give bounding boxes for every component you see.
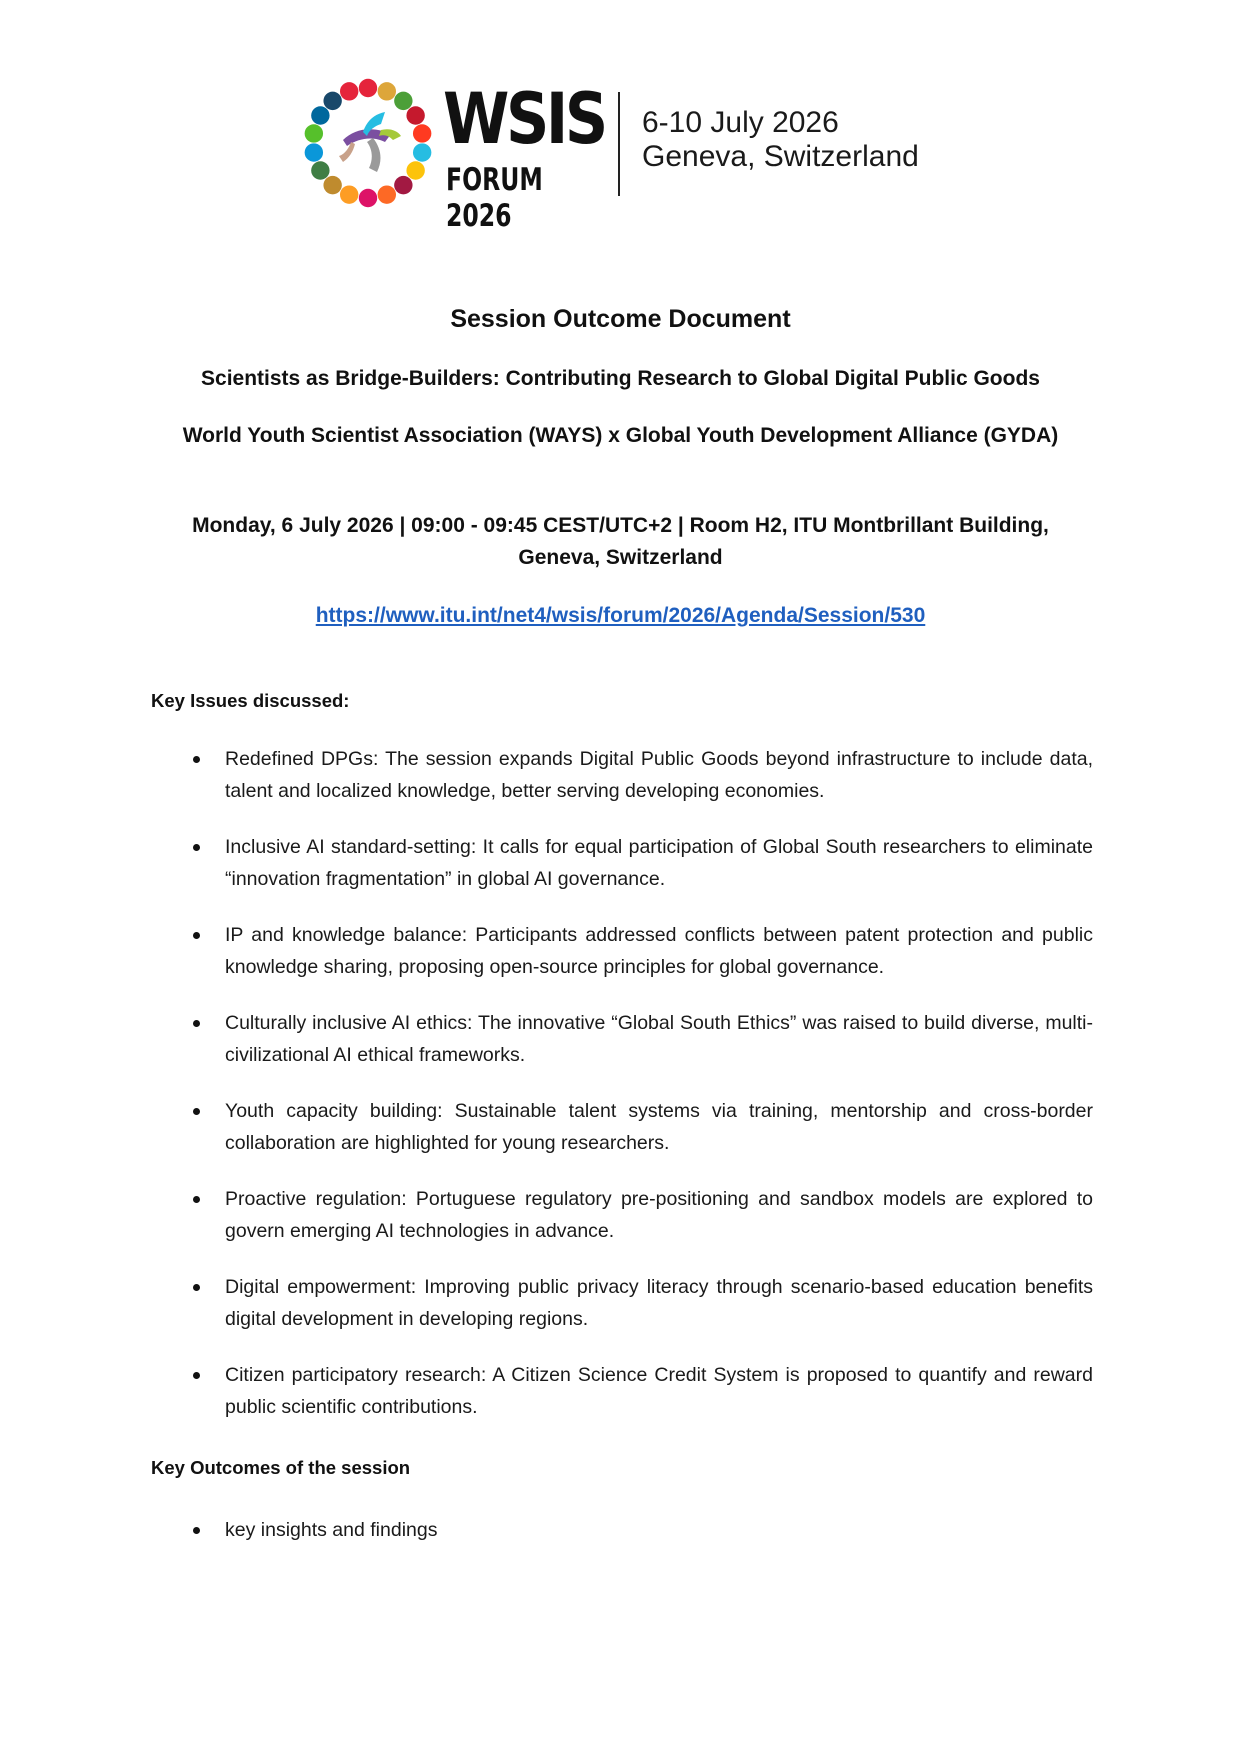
list-item — [151, 1271, 1093, 1335]
list-item-text: Proactive regulation: Portuguese regulatory pre-positioning and sandbox models are explored to govern emerging AI technologies in advance. — [225, 1188, 1093, 1242]
logo-forum-year: FORUM 2026 — [446, 162, 543, 234]
key-outcomes-list — [151, 1514, 1093, 1570]
list-item — [151, 1007, 1093, 1071]
event-location: Geneva, Switzerland — [642, 140, 919, 173]
logo-ring-segment — [413, 143, 431, 161]
session-organizers: World Youth Scientist Association (WAYS) x Global Youth Development Alliance (GYDA) — [182, 424, 1059, 447]
logo-ring-segment — [305, 143, 323, 161]
session-link[interactable]: https://www.itu.int/net4/wsis/forum/2026/Agenda/Session/530 — [315, 604, 926, 627]
logo-ring-segment — [378, 82, 396, 100]
list-item — [151, 1359, 1093, 1423]
document-title: Session Outcome Document — [450, 305, 791, 333]
list-item — [151, 1183, 1093, 1247]
logo-ring-segment — [413, 124, 431, 142]
bullet-icon — [193, 1284, 200, 1291]
key-outcomes-heading: Key Outcomes of the session — [151, 1457, 411, 1478]
key-issues-heading: Key Issues discussed: — [151, 690, 350, 711]
bullet-icon — [193, 756, 200, 763]
list-item-text: key insights and findings — [225, 1519, 438, 1541]
logo-ring-segment — [406, 106, 424, 124]
logo-ring-segment — [394, 176, 412, 194]
key-issues-list — [151, 743, 1093, 1447]
logo-ring-segment — [406, 161, 424, 179]
list-item-text: IP and knowledge balance: Participants addressed conflicts between patent protection and public knowledge sharing, proposing open-source principles for global governance. — [225, 924, 1093, 978]
session-datetime-location: Monday, 6 July 2026 | 09:00 - 09:45 CEST/UTC+2 | Room H2, ITU Montbrillant Building, Geneva, Switzerland — [192, 514, 1049, 569]
list-item-text: Redefined DPGs: The session expands Digital Public Goods beyond infrastructure to include data, talent and localized knowledge, better serving developing economies. — [225, 748, 1093, 802]
list-item — [151, 831, 1093, 895]
logo-ring-segment — [378, 185, 396, 203]
list-item — [151, 1095, 1093, 1159]
logo-ring-segment — [340, 82, 358, 100]
logo-ring-segment — [323, 92, 341, 110]
header-divider — [618, 92, 620, 196]
bullet-icon — [193, 1527, 200, 1534]
logo-ring-segment — [359, 189, 377, 207]
event-dates: 6-10 July 2026 — [642, 106, 839, 139]
bullet-icon — [193, 1108, 200, 1115]
logo-ring-segment — [311, 106, 329, 124]
bullet-icon — [193, 844, 200, 851]
list-item-text: Digital empowerment: Improving public privacy literacy through scenario-based education benefits digital development in developing regions. — [225, 1276, 1093, 1330]
bullet-icon — [193, 932, 200, 939]
logo-ring-segment — [311, 161, 329, 179]
list-item-text: Culturally inclusive AI ethics: The innovative “Global South Ethics” was raised to build diverse, multi-civilizational AI ethical frameworks. — [225, 1012, 1093, 1066]
logo-ring-segment — [340, 185, 358, 203]
list-item-text: Citizen participatory research: A Citizen Science Credit System is proposed to quantify and reward public scientific contributions. — [225, 1364, 1093, 1418]
logo-wordmark: WSIS — [443, 78, 605, 160]
list-item — [151, 919, 1093, 983]
event-header — [303, 78, 943, 234]
list-item-text: Youth capacity building: Sustainable talent systems via training, mentorship and cross-border collaboration are highlighted for young researchers. — [225, 1100, 1093, 1154]
list-item — [151, 1514, 1093, 1546]
logo-ring-segment — [305, 124, 323, 142]
bullet-icon — [193, 1020, 200, 1027]
list-item — [151, 743, 1093, 807]
wsis-logo-icon — [303, 78, 433, 208]
list-item-text: Inclusive AI standard-setting: It calls for equal participation of Global South researchers to eliminate “innovation fragmentation” in global AI governance. — [225, 836, 1093, 890]
session-link-container — [150, 601, 1091, 631]
logo-ring-segment — [323, 176, 341, 194]
session-title: Scientists as Bridge-Builders: Contributing Research to Global Digital Public Goods — [201, 367, 1040, 390]
logo-ring-segment — [359, 79, 377, 97]
bullet-icon — [193, 1196, 200, 1203]
bullet-icon — [193, 1372, 200, 1379]
logo-ring-segment — [394, 92, 412, 110]
